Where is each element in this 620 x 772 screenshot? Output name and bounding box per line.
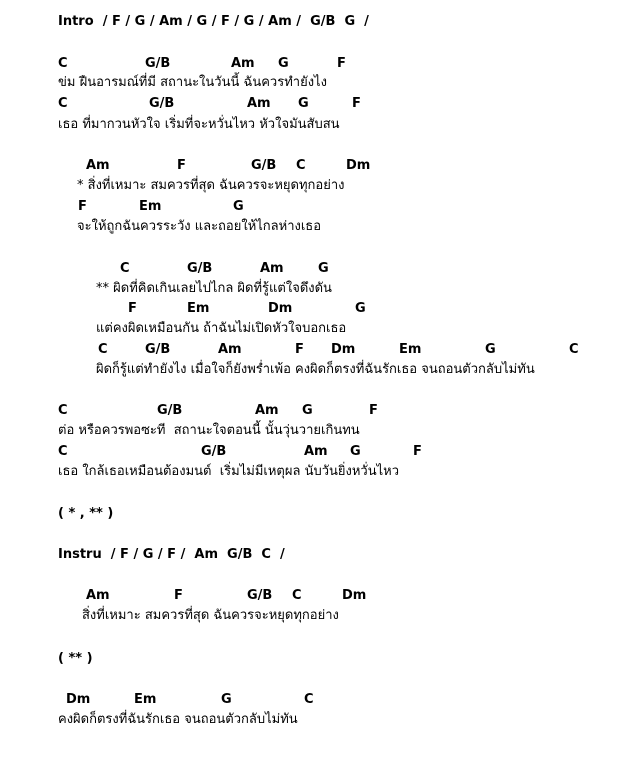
chord: G/B [251, 158, 277, 173]
chord: Am [231, 56, 255, 71]
verse2-chord-line-2 [0, 444, 620, 460]
verse2-chord-line-1 [0, 403, 620, 419]
pre-chord-line-1 [0, 158, 620, 174]
hook-chord-line-2 [0, 301, 620, 317]
chord: F [177, 158, 186, 173]
outro-lyric-line: สิ่งที่เหมาะ สมควรที่สุด ฉันควรจะหยุดทุกอย่าง [82, 608, 339, 623]
chord: Am [255, 403, 279, 418]
chord: Am [86, 588, 110, 603]
verse2-lyric-line-2: เธอ ใกล้เธอเหมือนต้องมนต์ เริ่มไม่มีเหตุผล นับวันยิ่งหวั่นไหว [58, 464, 400, 479]
chord: Em [134, 692, 157, 707]
chord: G [318, 261, 329, 276]
pre-lyric-line-1: * สิ่งที่เหมาะ สมควรที่สุด ฉันควรจะหยุดทุกอย่าง [77, 178, 345, 193]
chord: C [58, 96, 68, 111]
chord: Am [218, 342, 242, 357]
chord: G [221, 692, 232, 707]
chord: C [296, 158, 306, 173]
verse1-lyric-line-1: ข่ม ฝืนอารมณ์ที่มี สถานะในวันนี้ ฉันควรทำยังไง [58, 75, 327, 90]
chord: F [128, 301, 137, 316]
instrumental-line: Instru / F / G / F / Am G/B C / [58, 547, 285, 562]
pre-chord-line-2 [0, 199, 620, 215]
hook-chord-line-1 [0, 261, 620, 277]
chord: C [58, 403, 68, 418]
chord: F [352, 96, 361, 111]
ending-lyric-line: คงผิดก็ตรงที่ฉันรักเธอ จนถอนตัวกลับไม่ทัน [58, 712, 298, 727]
chord: G [233, 199, 244, 214]
hook-lyric-line-2: แต่คงผิดเหมือนกัน ถ้าฉันไม่เปิดหัวใจบอกเธอ [96, 321, 347, 336]
chord: C [569, 342, 579, 357]
chord: F [174, 588, 183, 603]
hook-lyric-line-1: ** ผิดที่คิดเกินเลยไปไกล ผิดที่รู้แต่ใจดึงดัน [96, 281, 332, 296]
chord: G [302, 403, 313, 418]
chord: C [98, 342, 108, 357]
chord: Am [86, 158, 110, 173]
verse1-chord-line-2 [0, 96, 620, 112]
chord: C [292, 588, 302, 603]
chord: G [278, 56, 289, 71]
intro-line: Intro / F / G / Am / G / F / G / Am / G/B G / [58, 14, 369, 29]
chord: Dm [346, 158, 371, 173]
chord: Dm [268, 301, 293, 316]
chord: F [295, 342, 304, 357]
chord: G/B [247, 588, 273, 603]
chord: C [304, 692, 314, 707]
chord: Dm [66, 692, 91, 707]
chord: Em [399, 342, 422, 357]
chord: F [369, 403, 378, 418]
chord: G/B [149, 96, 175, 111]
verse1-lyric-line-2: เธอ ที่มากวนหัวใจ เริ่มที่จะหวั่นไหว หัวใจมันสับสน [58, 117, 340, 132]
chord: C [120, 261, 130, 276]
chord: Dm [331, 342, 356, 357]
chord: Em [139, 199, 162, 214]
chord: F [337, 56, 346, 71]
verse1-chord-line-1 [0, 56, 620, 72]
chord: C [58, 444, 68, 459]
chord: G [298, 96, 309, 111]
chord: G/B [157, 403, 183, 418]
chord: G/B [201, 444, 227, 459]
chord: G/B [145, 342, 171, 357]
chord: F [78, 199, 87, 214]
chord: Am [260, 261, 284, 276]
hook-lyric-line-3: ผิดก็รู้แต่ทำยังไง เมื่อใจก็ยังพร่ำเพ้อ คงผิดก็ตรงที่ฉันรักเธอ จนถอนตัวกลับไม่ทัน [96, 362, 535, 377]
chord: G [485, 342, 496, 357]
chord: Dm [342, 588, 367, 603]
chord: C [58, 56, 68, 71]
chord: F [413, 444, 422, 459]
chord: Am [304, 444, 328, 459]
verse2-lyric-line-1: ต่อ หรือควรพอซะที สถานะใจตอนนี้ นั้นวุ่นวายเกินทน [58, 423, 360, 438]
chord: Am [247, 96, 271, 111]
outro-chord-line [0, 588, 620, 604]
chord: G/B [187, 261, 213, 276]
chord: G [350, 444, 361, 459]
pre-lyric-line-2: จะให้ถูกฉันควรระวัง และถอยให้ไกลห่างเธอ [77, 219, 322, 234]
repeat-marker: ( * , ** ) [58, 506, 114, 521]
chord: G [355, 301, 366, 316]
hook-chord-line-3 [0, 342, 620, 358]
repeat-marker: ( ** ) [58, 651, 93, 666]
chord: Em [187, 301, 210, 316]
chord: G/B [145, 56, 171, 71]
ending-chord-line [0, 692, 620, 708]
